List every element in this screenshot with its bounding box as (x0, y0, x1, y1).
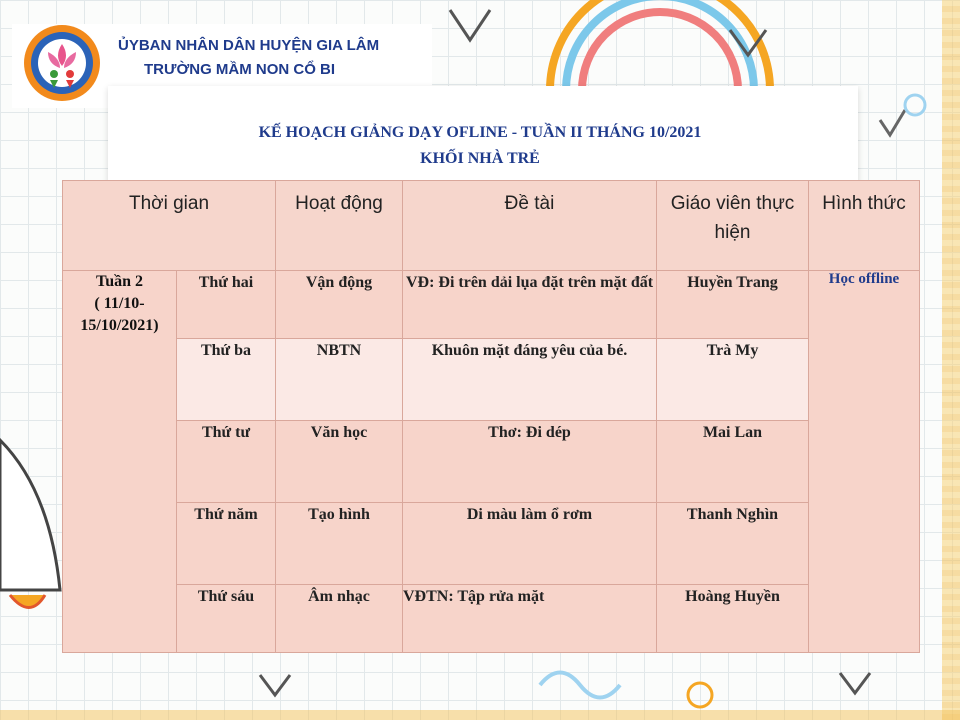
page-subtitle: KHỐI NHÀ TRẺ (420, 150, 540, 167)
topic-cell: Khuôn mặt đáng yêu của bé. (403, 339, 657, 421)
teacher-cell: Trà My (657, 339, 809, 421)
topic-cell: Thơ: Đi dép (403, 421, 657, 503)
bottom-border-decoration (0, 710, 960, 720)
rocket-decoration (0, 430, 70, 630)
table-row (63, 585, 920, 653)
table-row (63, 503, 920, 585)
table-row (63, 271, 920, 339)
school-logo (18, 22, 106, 104)
teacher-cell: Huyền Trang (657, 271, 809, 339)
table-row (63, 421, 920, 503)
header-teacher: Giáo viên thực hiện (657, 181, 809, 271)
topic-cell: VĐ: Đi trên dải lụa đặt trên mặt đất (403, 271, 657, 339)
teacher-cell: Mai Lan (657, 421, 809, 503)
topic-cell: Di màu làm ổ rơm (403, 503, 657, 585)
activity-cell: NBTN (276, 339, 403, 421)
week-range-start: ( 11/10- (94, 295, 145, 312)
activity-cell: Âm nhạc (276, 585, 403, 653)
header-topic: Đề tài (403, 181, 657, 271)
activity-cell: Vận động (276, 271, 403, 339)
header-activity: Hoạt động (276, 181, 403, 271)
day-cell: Thứ hai (177, 271, 276, 339)
form-cell: Học offline (809, 271, 920, 653)
table-header-row (63, 181, 920, 271)
day-cell: Thứ sáu (177, 585, 276, 653)
header-authority: ỦYBAN NHÂN DÂN HUYỆN GIA LÂM (118, 37, 380, 54)
page-title: KẾ HOẠCH GIẢNG DẠY OFLINE - TUẦN II THÁNG 10/2021 (258, 124, 702, 141)
header-school-name: TRƯỜNG MẦM NON CỔ BI (144, 61, 336, 78)
topic-cell: VĐTN: Tập rửa mặt (403, 585, 657, 653)
day-cell: Thứ năm (177, 503, 276, 585)
activity-cell: Văn học (276, 421, 403, 503)
week-label: Tuần 2 (96, 273, 143, 290)
header-form: Hình thức (809, 181, 920, 271)
teacher-cell: Hoàng Huyền (657, 585, 809, 653)
day-cell: Thứ ba (177, 339, 276, 421)
rainbow-decoration (430, 0, 810, 90)
activity-cell: Tạo hình (276, 503, 403, 585)
week-cell (63, 271, 177, 653)
teacher-cell: Thanh Nghìn (657, 503, 809, 585)
day-cell: Thứ tư (177, 421, 276, 503)
week-range-end: 15/10/2021) (80, 317, 159, 334)
header-time: Thời gian (63, 181, 276, 271)
table-row (63, 339, 920, 421)
right-border-decoration (942, 0, 960, 720)
schedule-table (62, 180, 920, 653)
